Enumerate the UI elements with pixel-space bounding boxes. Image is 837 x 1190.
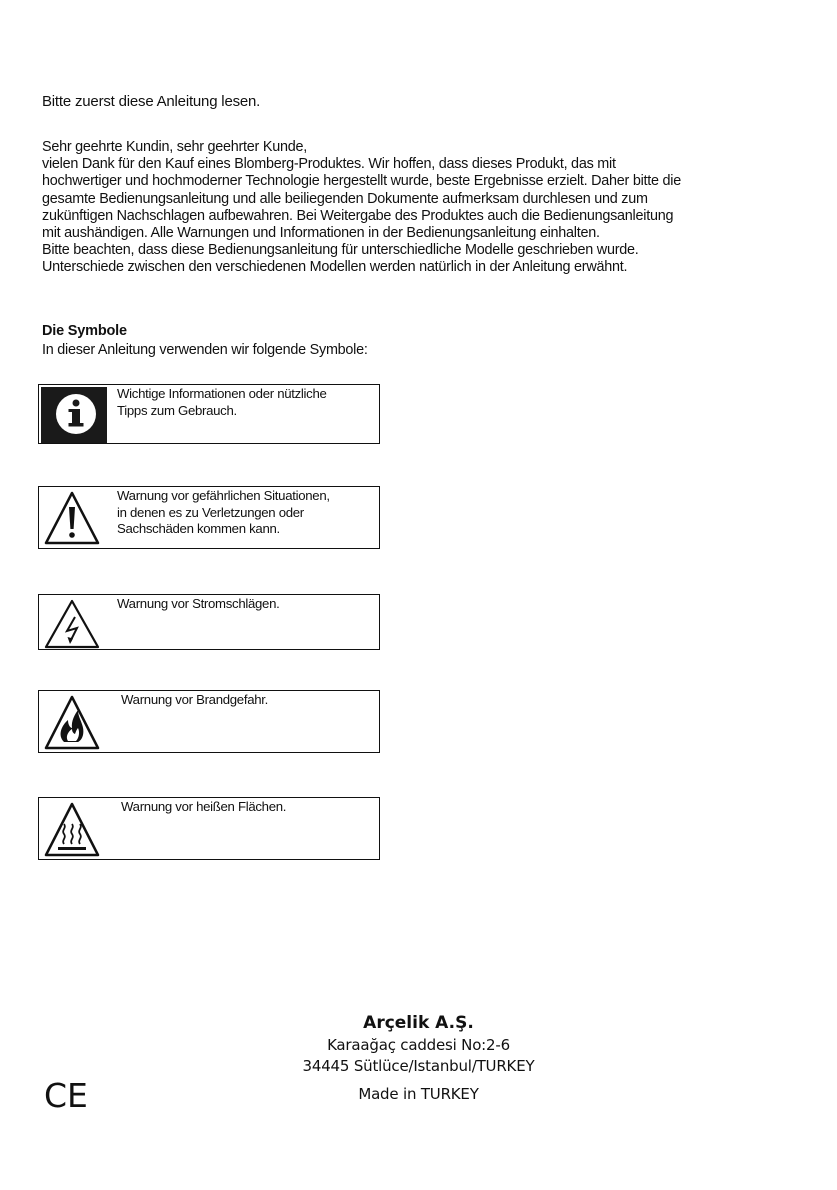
symbol-box-electric <box>38 594 380 650</box>
symbol-text-line: Warnung vor gefährlichen Situationen, <box>117 488 330 503</box>
hot-surface-icon <box>41 800 107 858</box>
intro-text <box>42 139 802 277</box>
company-address-line1: Karaağaç caddesi No:2-6 <box>327 1036 510 1054</box>
symbol-text-line: Warnung vor Brandgefahr. <box>121 692 268 707</box>
intro-line: gesamte Bedienungsanleitung und alle beiliegenden Dokumente aufmerksam durchlesen und zum <box>42 190 648 207</box>
symbol-text-line: Warnung vor heißen Flächen. <box>121 799 287 814</box>
symbols-title: Die Symbole <box>42 323 127 339</box>
intro-line: hochwertiger und hochmoderner Technologie hergestellt wurde, beste Ergebnisse erzielt. Daher bitte die <box>42 173 681 190</box>
page-heading: Bitte zuerst diese Anleitung lesen. <box>42 93 261 110</box>
warning-exclamation-icon <box>41 489 107 547</box>
symbol-text-line: Tipps zum Gebrauch. <box>117 402 237 418</box>
intro-line: Unterschiede zwischen den verschiedenen Modellen werden natürlich in der Anleitung erwähnt. <box>42 259 628 276</box>
intro-line: mit aushändigen. Alle Warnungen und Informationen in der Bedienungsanleitung einhalten. <box>42 225 600 242</box>
symbols-intro: In dieser Anleitung verwenden wir folgende Symbole: <box>42 342 368 358</box>
symbol-text-line: in denen es zu Verletzungen oder <box>117 504 304 520</box>
ce-mark-icon <box>44 1078 104 1112</box>
intro-line: zukünftigen Nachschlagen aufbewahren. Bei Weitergabe des Produktes auch die Bedienungsanleitung <box>42 207 674 224</box>
ce-mark-text: CE <box>44 1078 88 1112</box>
symbol-box-fire <box>38 690 380 753</box>
symbol-text-line: Warnung vor Stromschlägen. <box>117 596 280 611</box>
electric-shock-icon <box>41 597 107 649</box>
symbol-box-info <box>38 384 380 444</box>
company-name: Arçelik A.Ş. <box>363 1013 474 1033</box>
info-icon <box>41 387 107 443</box>
symbol-box-warning <box>38 486 380 549</box>
intro-line: Sehr geehrte Kundin, sehr geehrter Kunde, <box>42 139 307 155</box>
company-address-line2: 34445 Sütlüce/Istanbul/TURKEY <box>302 1057 535 1075</box>
intro-line: vielen Dank für den Kauf eines Blomberg-Produktes. Wir hoffen, dass dieses Produkt, das mit <box>42 156 616 173</box>
made-in-label: Made in TURKEY <box>358 1085 479 1103</box>
symbol-box-hot-surface <box>38 797 380 860</box>
symbol-text-line: Wichtige Informationen oder nützliche <box>117 386 327 401</box>
intro-line: Bitte beachten, dass diese Bedienungsanleitung für unterschiedliche Modelle geschrieben wurde. <box>42 242 639 259</box>
symbol-text-line: Sachschäden kommen kann. <box>117 521 280 536</box>
fire-hazard-icon <box>41 693 107 751</box>
